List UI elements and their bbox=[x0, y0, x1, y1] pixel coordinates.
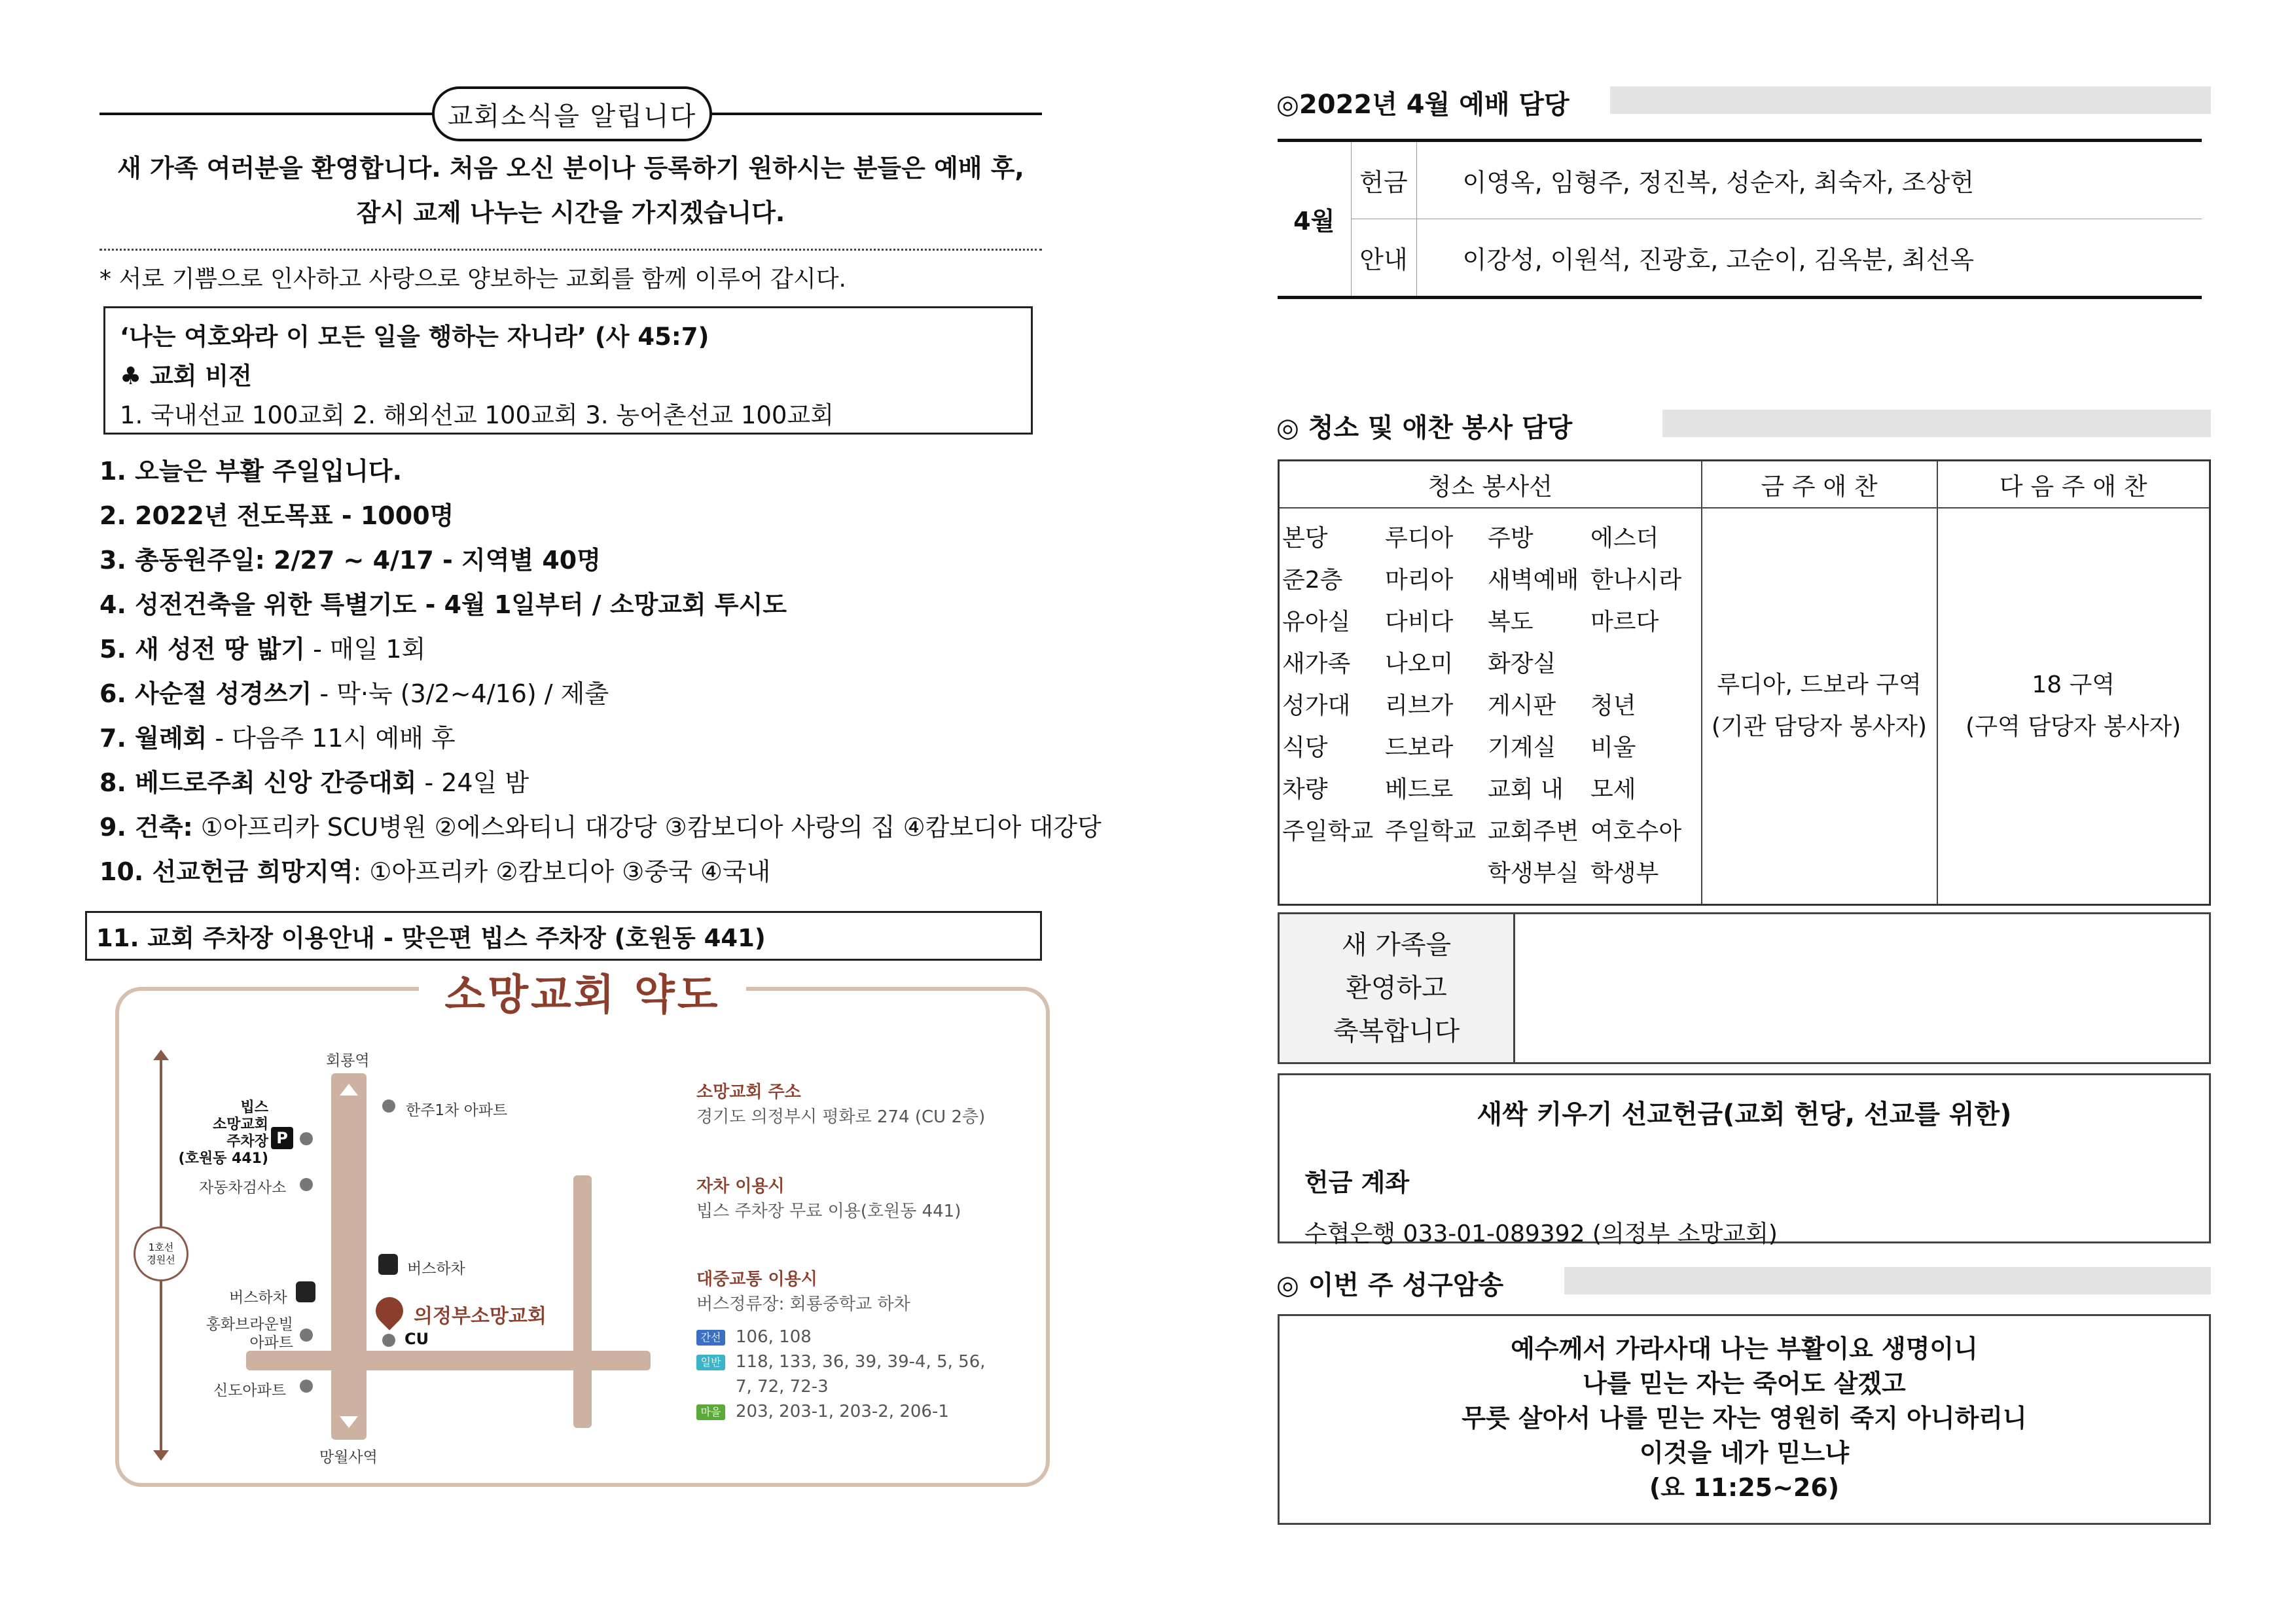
address-title: 소망교회 주소 bbox=[696, 1082, 801, 1102]
notice-item: 2. 2022년 전도목표 - 1000명 bbox=[99, 501, 454, 530]
notice-item: 1. 오늘은 부활 주일입니다. bbox=[99, 457, 403, 486]
parking-icon: P bbox=[271, 1127, 293, 1149]
next-week-header: 다 음 주 애 찬 bbox=[1937, 461, 2210, 508]
sindo-apt-label: 신도아파트 bbox=[213, 1382, 287, 1399]
clean-lists bbox=[1279, 508, 1702, 905]
duty-role: 헌금 bbox=[1351, 141, 1416, 219]
notice-item: 8. 베드로주최 신앙 간증대회 - 24일 밤 bbox=[99, 768, 529, 797]
map-title: 소망교회 약도 bbox=[419, 962, 746, 1021]
notice-item: 5. 새 성전 땅 밟기 - 매일 1회 bbox=[99, 635, 426, 664]
railway-arrow-up-icon bbox=[153, 1050, 169, 1060]
vision-title: ♣ 교회 비전 bbox=[120, 362, 252, 390]
bus-route-row: 간선 106, 108 bbox=[696, 1327, 812, 1347]
main-road bbox=[331, 1073, 367, 1440]
vision-box bbox=[103, 306, 1033, 435]
section-bar bbox=[1564, 1267, 2211, 1294]
line1-badge: 1호선 경원선 bbox=[134, 1226, 188, 1281]
bus-stop-right-label: 버스하차 bbox=[407, 1260, 465, 1277]
section-bar bbox=[1610, 86, 2211, 114]
cleaning-table bbox=[1278, 459, 2211, 906]
verse-line: 나를 믿는 자는 죽어도 살겠고 bbox=[1583, 1369, 1906, 1398]
transit-text: 버스정류장: 회룡중학교 하차 bbox=[696, 1294, 910, 1314]
parking-label: 빕스 소망교회 주차장 (호원동 441) bbox=[178, 1099, 268, 1167]
dotted-divider bbox=[99, 249, 1042, 251]
car-text: 빕스 주차장 무료 이용(호원동 441) bbox=[696, 1202, 961, 1221]
memory-verse-box bbox=[1278, 1314, 2211, 1525]
map-marker bbox=[382, 1099, 395, 1113]
cu-label: CU bbox=[404, 1330, 429, 1348]
news-header-title: 교회소식을 알립니다 bbox=[432, 86, 712, 141]
church-label: 의정부소망교회 bbox=[414, 1305, 547, 1328]
verse-line: 이것을 네가 믿느냐 bbox=[1639, 1438, 1850, 1467]
offering-box bbox=[1278, 1073, 2211, 1247]
duty-names: 이강성, 이원석, 진광호, 고순이, 김옥분, 최선옥 bbox=[1416, 219, 2202, 298]
clean-section-title: ◎ 청소 및 애찬 봉사 담당 bbox=[1276, 407, 1592, 444]
april-month: 4월 bbox=[1278, 141, 1351, 298]
section-bar bbox=[1662, 410, 2211, 437]
notice-item: 3. 총동원주일: 2/27 ~ 4/17 - 지역별 40명 bbox=[99, 546, 601, 575]
vision-items: 1. 국내선교 100교회 2. 해외선교 100교회 3. 농어촌선교 100교회 bbox=[120, 401, 834, 429]
map-marker bbox=[300, 1329, 313, 1342]
map-marker bbox=[300, 1178, 313, 1191]
welcome-line-1: 새 가족 여러분을 환영합니다. 처음 오신 분이나 등록하기 원하시는 분들은 예배 후, bbox=[117, 154, 1024, 183]
welcome-line-2: 잠시 교제 나누는 시간을 가지겠습니다. bbox=[356, 198, 785, 227]
apartment-hanju: 한주1차 아파트 bbox=[406, 1102, 508, 1119]
vision-verse: ‘나는 여호와라 이 모든 일을 행하는 자니라’ (사 45:7) bbox=[120, 323, 709, 351]
notice-item: 7. 월례회 - 다음주 11시 예배 후 bbox=[99, 724, 456, 753]
car-inspection-label: 자동차검사소 bbox=[199, 1179, 287, 1196]
map-marker bbox=[382, 1334, 395, 1347]
railway-arrow-down-icon bbox=[153, 1450, 169, 1461]
map-marker bbox=[300, 1380, 313, 1393]
hwahwa-apt-label: 홍화브라운빌 아파트 bbox=[206, 1316, 293, 1351]
next-week-cell: 18 구역 (구역 담당자 봉사자) bbox=[1937, 508, 2210, 905]
duty-role: 안내 bbox=[1351, 219, 1416, 298]
offering-title: 새싹 키우기 선교헌금(교회 헌당, 선교를 위한) bbox=[1477, 1099, 2012, 1130]
april-duty-table bbox=[1278, 139, 2202, 299]
transit-title: 대중교통 이용시 bbox=[696, 1270, 817, 1289]
account-number: 수협은행 033-01-089392 (의정부 소망교회) bbox=[1304, 1221, 1778, 1247]
bus-route-row: 마을 203, 203-1, 203-2, 206-1 bbox=[696, 1402, 949, 1421]
clean-header: 청소 봉사선 bbox=[1279, 461, 1702, 508]
parking-notice: 11. 교회 주차장 이용안내 - 맞은편 빕스 주차장 (호원동 441) bbox=[85, 911, 1042, 961]
station-mangwolsa: 망월사역 bbox=[319, 1449, 378, 1466]
bus-icon bbox=[296, 1281, 315, 1302]
new-family-label: 새 가족을 환영하고 축복합니다 bbox=[1280, 914, 1515, 1062]
notice-item: 9. 건축: ①아프리카 SCU병원 ②에스와티니 대강당 ③캄보디아 사랑의 집 ④캄보디아 대강당 bbox=[99, 813, 1102, 842]
station-hoeryong: 회룡역 bbox=[326, 1052, 370, 1069]
verse-reference: (요 11:25~26) bbox=[1649, 1473, 1840, 1502]
road-arrow-up-icon bbox=[340, 1084, 358, 1096]
car-title: 자차 이용시 bbox=[696, 1177, 785, 1196]
clean-column: 에스더 한나시라 마르다 청년 비울 모세 여호수아 학생부 bbox=[1590, 524, 1682, 887]
notice-item: 4. 성전건축을 위한 특별기도 - 4월 1일부터 / 소망교회 투시도 bbox=[99, 590, 787, 619]
greeting-text: * 서로 기쁨으로 인사하고 사랑으로 양보하는 교회를 함께 이루어 갑시다. bbox=[99, 266, 846, 293]
bus-route-row: 일반 118, 133, 36, 39, 39-4, 5, 56, bbox=[696, 1352, 986, 1372]
verse-section-title: ◎ 이번 주 성구암송 bbox=[1276, 1264, 1523, 1302]
bus-stop-left-label: 버스하차 bbox=[229, 1289, 287, 1306]
verse-line: 무릇 살아서 나를 믿는 자는 영원히 죽지 아니하리니 bbox=[1462, 1404, 2027, 1433]
account-label: 헌금 계좌 bbox=[1304, 1168, 1410, 1197]
duty-names: 이영옥, 임형주, 정진복, 성순자, 최숙자, 조상헌 bbox=[1416, 141, 2202, 219]
address-text: 경기도 의정부시 평화로 274 (CU 2층) bbox=[696, 1107, 986, 1127]
clean-column: 본당 준2층 유아실 새가족 성가대 식당 차량 주일학교 bbox=[1282, 524, 1374, 845]
this-week-cell: 루디아, 드보라 구역 (기관 담당자 봉사자) bbox=[1702, 508, 1937, 905]
clean-column: 루디아 마리아 다비다 나오미 리브가 드보라 베드로 주일학교 bbox=[1385, 524, 1477, 845]
bus-icon bbox=[378, 1254, 398, 1275]
map-marker bbox=[300, 1132, 313, 1145]
this-week-header: 금 주 애 찬 bbox=[1702, 461, 1937, 508]
bus-route-row: 7, 72, 72-3 bbox=[736, 1377, 829, 1397]
verse-line: 예수께서 가라사대 나는 부활이요 생명이니 bbox=[1511, 1334, 1978, 1363]
road-arrow-down-icon bbox=[340, 1416, 358, 1428]
clean-column: 주방 새벽예배 복도 화장실 게시판 기계실 교회 내 교회주변 학생부실 bbox=[1488, 524, 1579, 887]
notice-item: 10. 선교헌금 희망지역: ①아프리카 ②캄보디아 ③중국 ④국내 bbox=[99, 857, 771, 886]
notice-item: 6. 사순절 성경쓰기 - 막·눅 (3/2~4/16) / 제출 bbox=[99, 679, 609, 708]
notice-list bbox=[99, 449, 1102, 894]
side-road bbox=[573, 1175, 592, 1428]
april-section-title: ◎2022년 4월 예배 담당 bbox=[1276, 84, 1589, 121]
